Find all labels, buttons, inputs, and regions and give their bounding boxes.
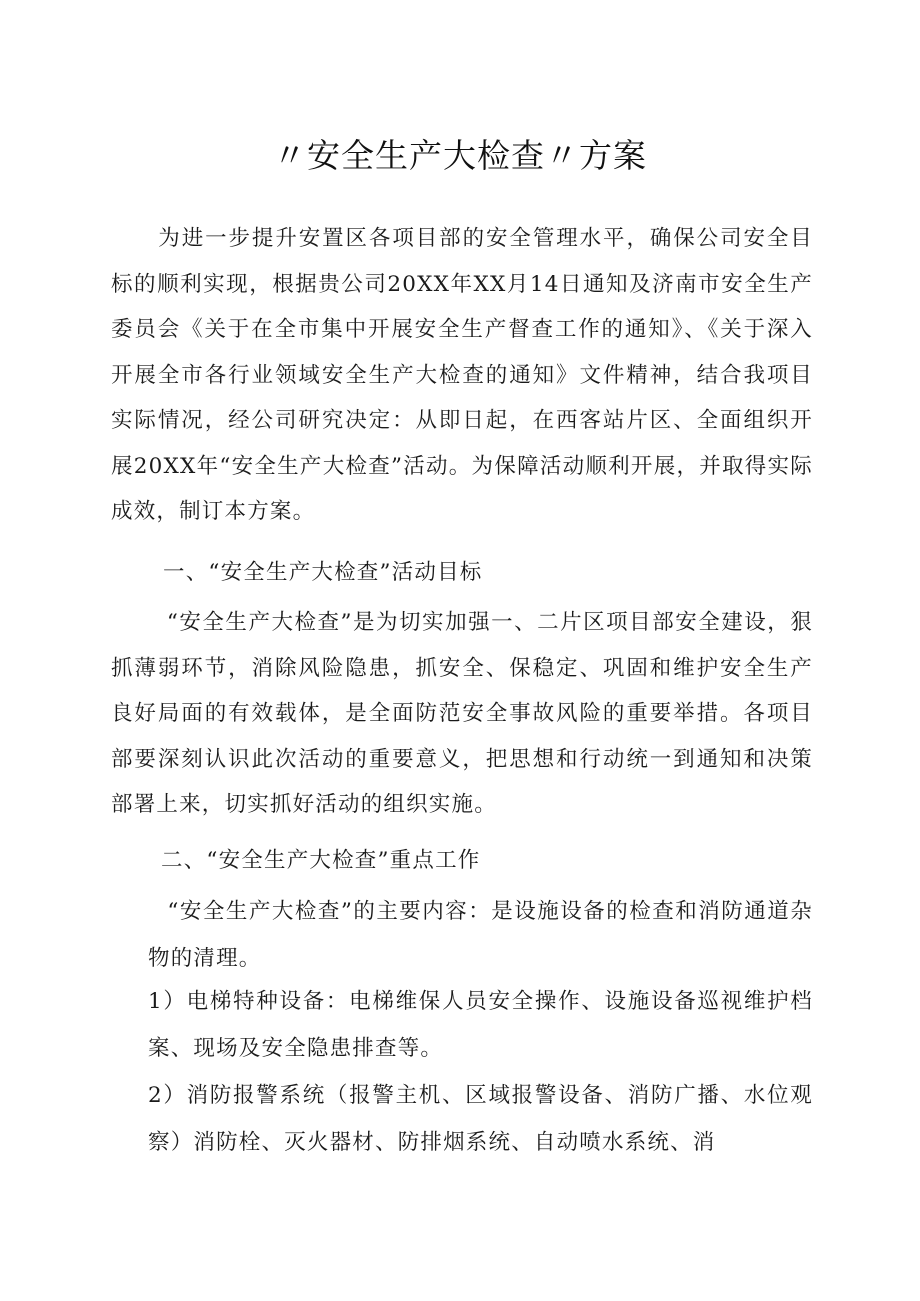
intro-paragraph: 为进一步提升安置区各项目部的安全管理水平，确保公司安全目标的顺利实现，根据贵公司20XX年XX月14日通知及济南市安全生产委员会《关于在全市集中开展安全生产督查工作的通知》、《关于深入开展全市各行业领域安全生产大检查的通知》文件精神，结合我项目实际情况，经公司研究决定：从即日起，在西客站片区、全面组织开展20XX年“安全生产大检查”活动。为保障活动顺利开展，并取得实际成效，制订本方案。 — [111, 226, 813, 524]
section-1-heading: 一、“安全生产大检查”活动目标 — [163, 560, 483, 585]
section-1-body: “安全生产大检查”是为切实加强一、二片区项目部安全建设，狠抓薄弱环节，消除风险隐患，抓安全、保稳定、巩固和维护安全生产良好局面的有效载体，是全面防范安全事故风险的重要举措。各项目部要深刻认识此次活动的重要意义，把思想和行动统一到通知和决策部署上来，切实抓好活动的组织实施。 — [111, 610, 813, 817]
list-item-elevator: 1）电梯特种设备：电梯维保人员安全操作、设施设备巡视维护档案、现场及安全隐患排查等。 — [148, 989, 813, 1061]
list-item-fire-alarm: 2）消防报警系统（报警主机、区域报警设备、消防广播、水位观察）消防栓、灭火器材、防排烟系统、自动喷水系统、消 — [148, 1083, 813, 1155]
section-2-body: “安全生产大检查”的主要内容：是设施设备的检查和消防通道杂物的清理。 — [148, 899, 813, 971]
section-2-heading: 二、“安全生产大检查”重点工作 — [161, 848, 481, 873]
document-title: 〃安全生产大检查〃方案 — [273, 136, 647, 175]
